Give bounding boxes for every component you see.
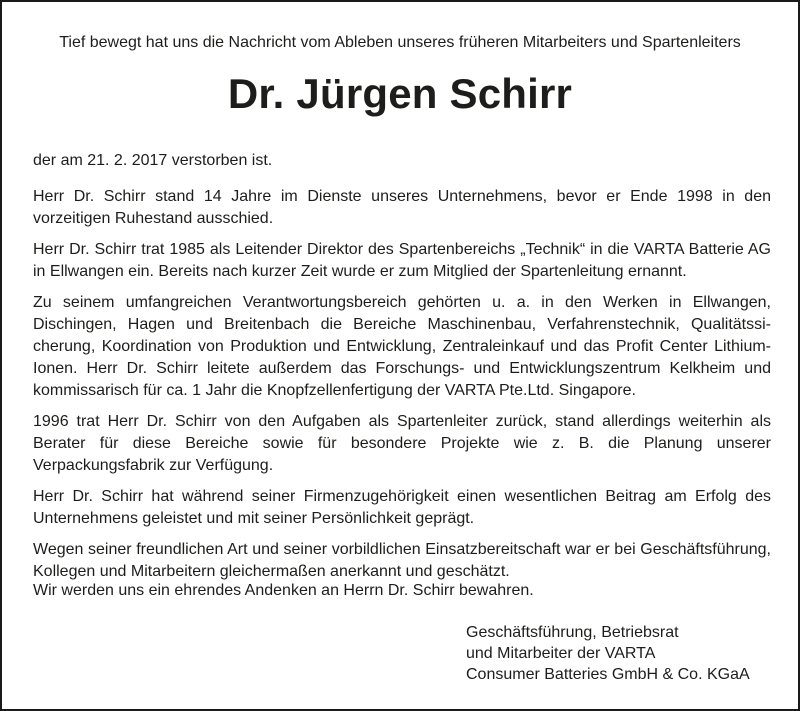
paragraph-contribution: Herr Dr. Schirr hat während seiner Firmenzugehörigkeit einen wesentlichen Beitrag am Erfolg des Unternehmens geleistet und mit seiner Persönlichkeit geprägt.	[33, 488, 771, 527]
obituary-body	[33, 186, 771, 592]
paragraph-tenure: Herr Dr. Schirr stand 14 Jahre im Dienste unseres Unternehmens, bevor er Ende 1998 in den vorzeitigen Ruhestand ausschied.	[33, 188, 771, 227]
paragraph-responsibilities: Zu seinem umfangreichen Verantwortungsbereich gehörten u. a. in den Werken in Ellwangen, Dischingen, Hagen und Breitenbach die Bereiche Maschinenbau, Verfahrenstechnik, Qualitätssicherung, Koordination von Produktion und Entwicklung, Zentraleinkauf und das Profit Center Lithium-Ionen. Herr Dr. Schirr leitete außerdem das Forschungs- und Entwicklungszentrum Kelkheim und kommissarisch für ca. 1 Jahr die Knopfzellenfertigung der VARTA Pte.Ltd. Singapore.	[33, 294, 771, 399]
paragraph-advisor: 1996 trat Herr Dr. Schirr von den Aufgaben als Spartenleiter zurück, stand allerdings weiterhin als Berater für diese Bereiche sowie für besondere Projekte wie z. B. die Planung unserer Verpackungsfabrik zur Verfügung.	[33, 413, 771, 474]
signature-block	[466, 622, 750, 685]
paragraph-character: Wegen seiner freundlichen Art und seiner vorbildlichen Einsatzbereitschaft war er bei Geschäftsführung, Kollegen und Mitarbeitern gleichermaßen anerkannt und geschätzt.	[33, 541, 771, 580]
death-date-line: der am 21. 2. 2017 verstorben ist.	[33, 152, 273, 169]
intro-line: Tief bewegt hat uns die Nachricht vom Ableben unseres früheren Mitarbeiters und Spartenleiters	[59, 34, 741, 51]
signature-line: Consumer Batteries GmbH & Co. KGaA	[466, 666, 750, 683]
signature-line: und Mitarbeiter der VARTA	[466, 645, 656, 662]
signature-line: Geschäftsführung, Betriebsrat	[466, 624, 679, 641]
closing-line: Wir werden uns ein ehrendes Andenken an Herrn Dr. Schirr bewahren.	[33, 582, 534, 599]
paragraph-career-start: Herr Dr. Schirr trat 1985 als Leitender Direktor des Spartenbereichs „Technik“ in die VARTA Batterie AG in Ellwangen ein. Bereits nach kurzer Zeit wurde er zum Mitglied der Spartenleitung ernannt.	[33, 241, 771, 280]
deceased-name: Dr. Jürgen Schirr	[227, 70, 573, 117]
